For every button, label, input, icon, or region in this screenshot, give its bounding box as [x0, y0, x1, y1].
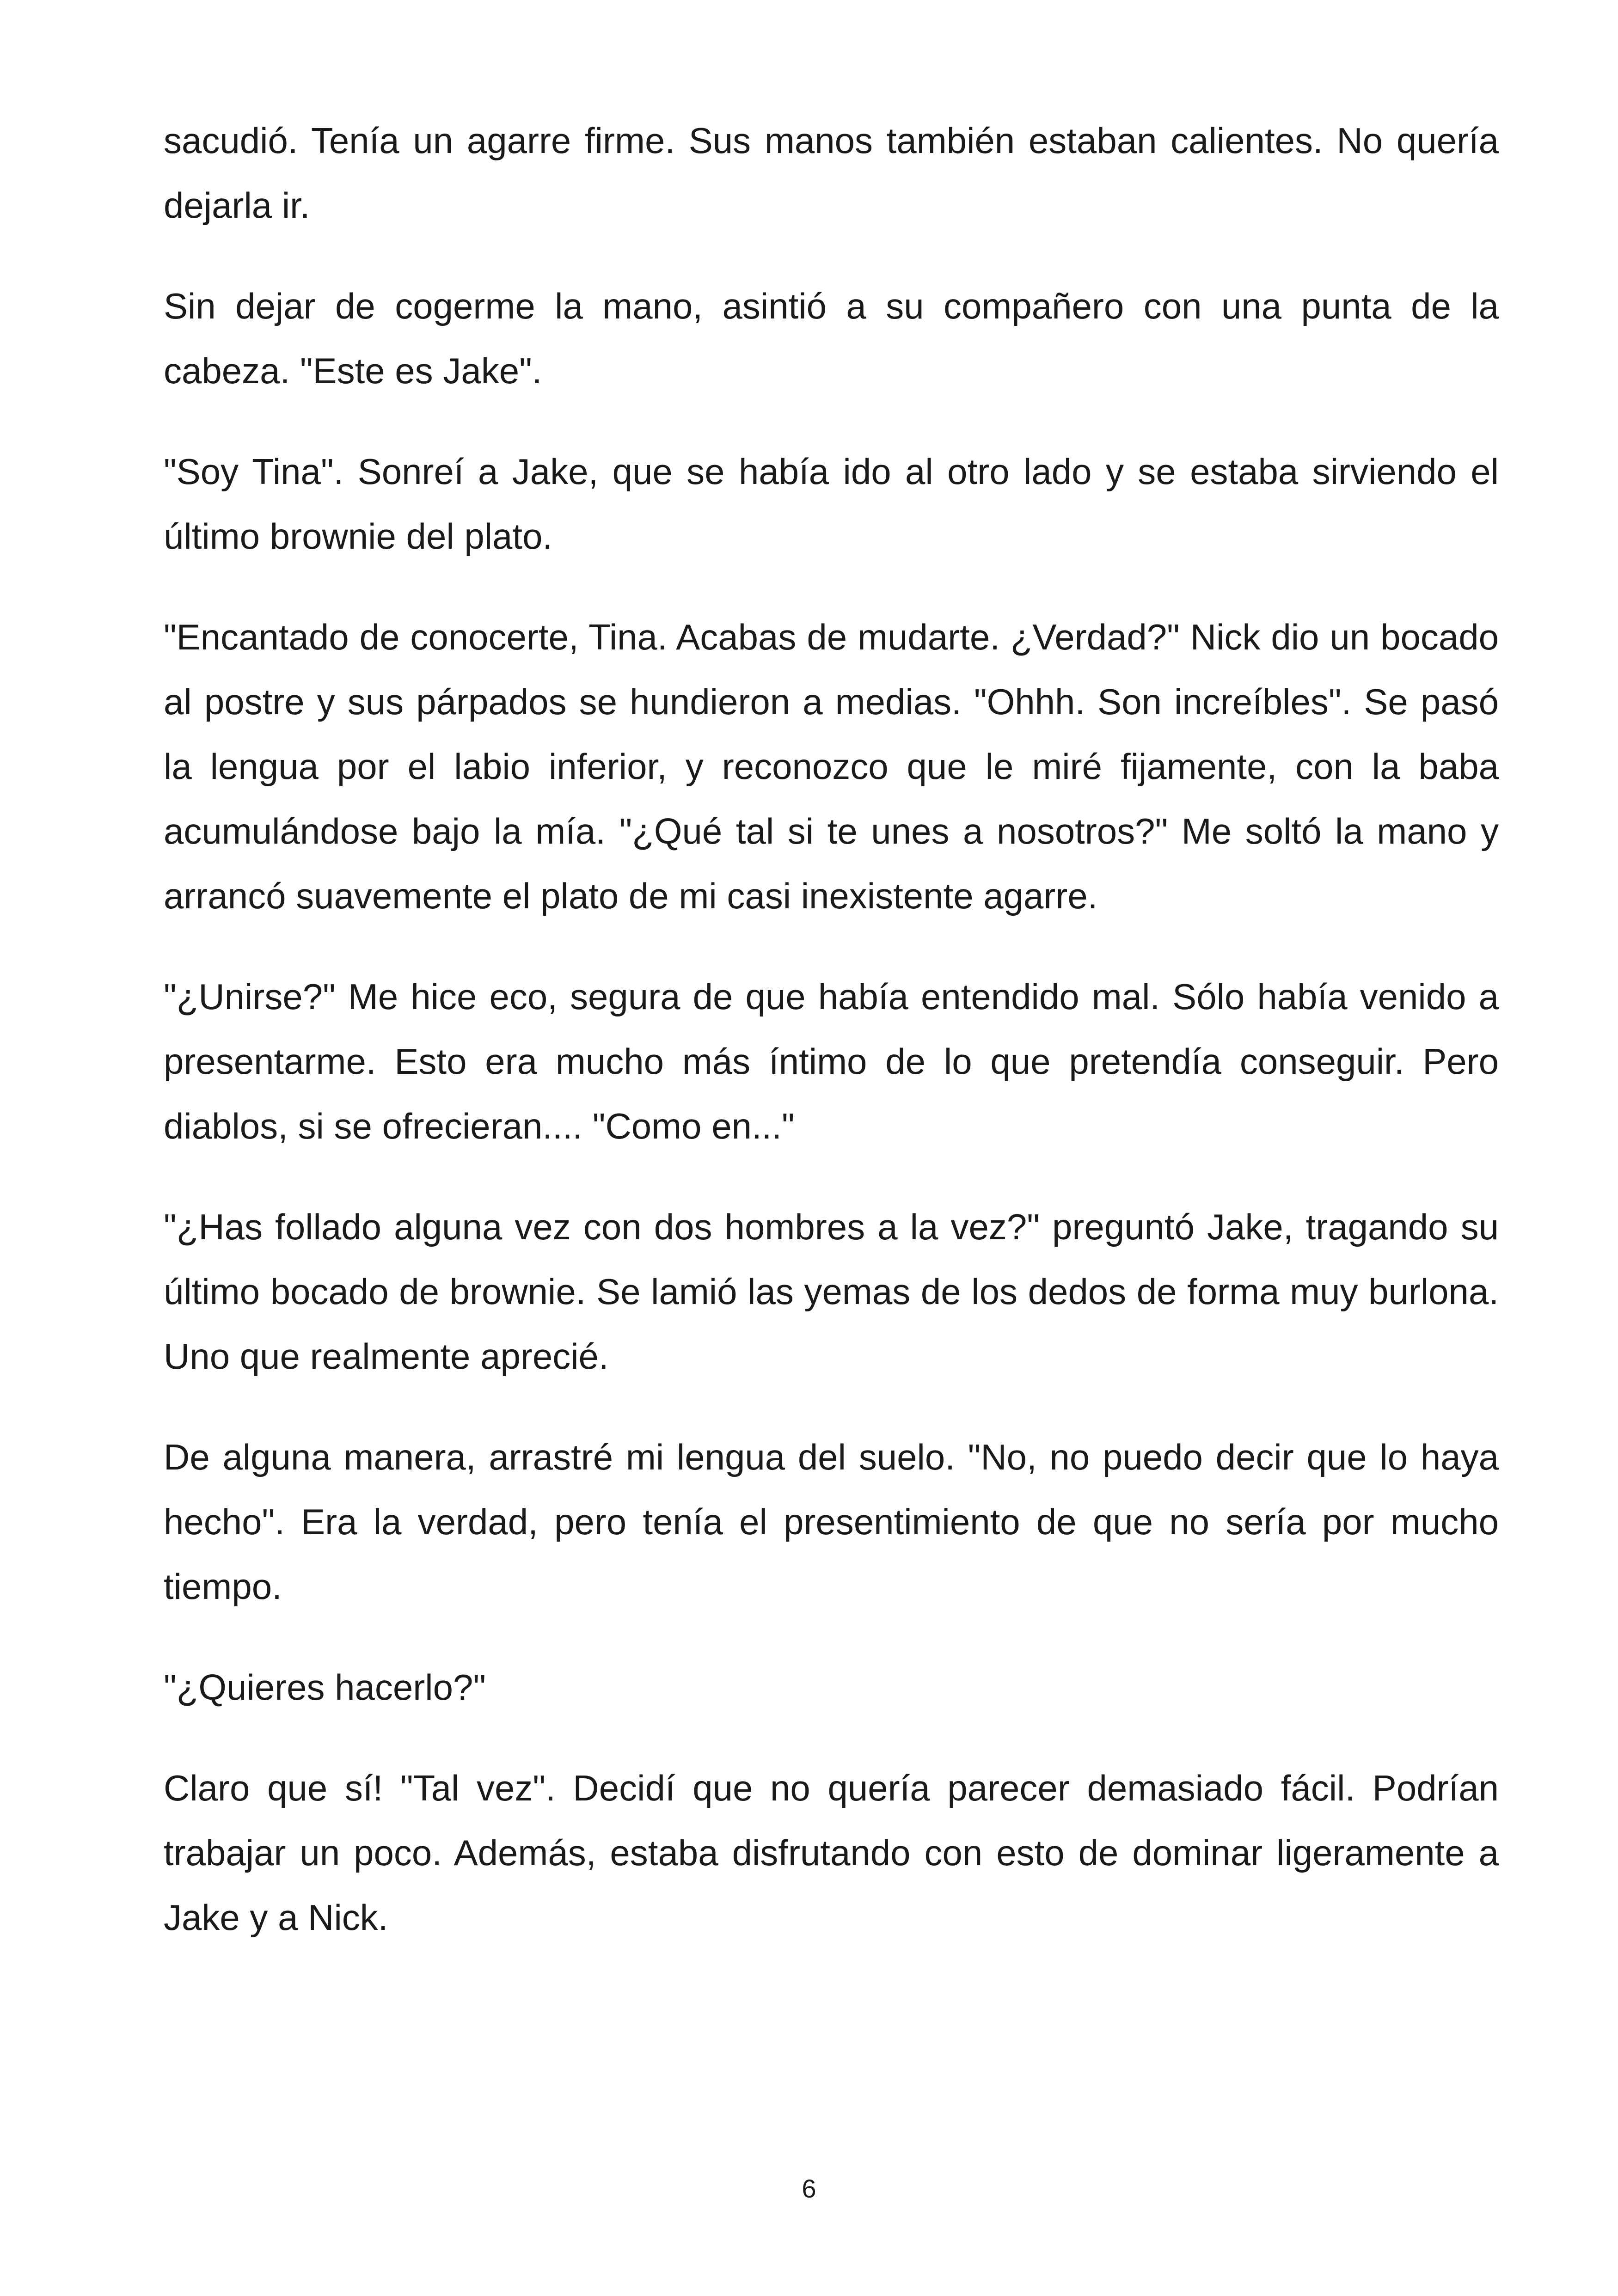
paragraph: Sin dejar de cogerme la mano, asintió a su compañero con una punta de la cabeza. "Este es Jake".	[164, 286, 1499, 391]
paragraph: "Encantado de conocerte, Tina. Acabas de mudarte. ¿Verdad?" Nick dio un bocado al postre y sus párpados se hundieron a medias. "Ohhh. Son increíbles". Se pasó la lengua por el labio inferior, y reconozco que le miré fijamente, con la baba acumulándose bajo la mía. "¿Qué tal si te unes a nosotros?" Me soltó la mano y arrancó suavemente el plato de mi casi inexistente agarre.	[164, 617, 1499, 916]
paragraph: "¿Quieres hacerlo?"	[164, 1667, 486, 1708]
paragraph: "¿Has follado alguna vez con dos hombres a la vez?" preguntó Jake, tragando su último bocado de brownie. Se lamió las yemas de los dedos de forma muy burlona. Uno que realmente aprecié.	[164, 1206, 1499, 1377]
paragraph: De alguna manera, arrastré mi lengua del suelo. "No, no puedo decir que lo haya hecho". Era la verdad, pero tenía el presentimiento de que no sería por mucho tiempo.	[164, 1437, 1499, 1607]
page-number: 6	[802, 2174, 816, 2203]
body-text	[164, 108, 1499, 1986]
paragraph: "¿Unirse?" Me hice eco, segura de que había entendido mal. Sólo había venido a presentarme. Esto era mucho más íntimo de lo que pretendía conseguir. Pero diablos, si se ofrecieran.... "Como en..."	[164, 976, 1499, 1146]
paragraph: Claro que sí! "Tal vez". Decidí que no quería parecer demasiado fácil. Podrían trabajar un poco. Además, estaba disfrutando con esto de dominar ligeramente a Jake y a Nick.	[164, 1768, 1499, 1938]
paragraph: sacudió. Tenía un agarre firme. Sus manos también estaban calientes. No quería dejarla ir.	[164, 120, 1499, 226]
paragraph: "Soy Tina". Sonreí a Jake, que se había ido al otro lado y se estaba sirviendo el último brownie del plato.	[164, 451, 1499, 557]
